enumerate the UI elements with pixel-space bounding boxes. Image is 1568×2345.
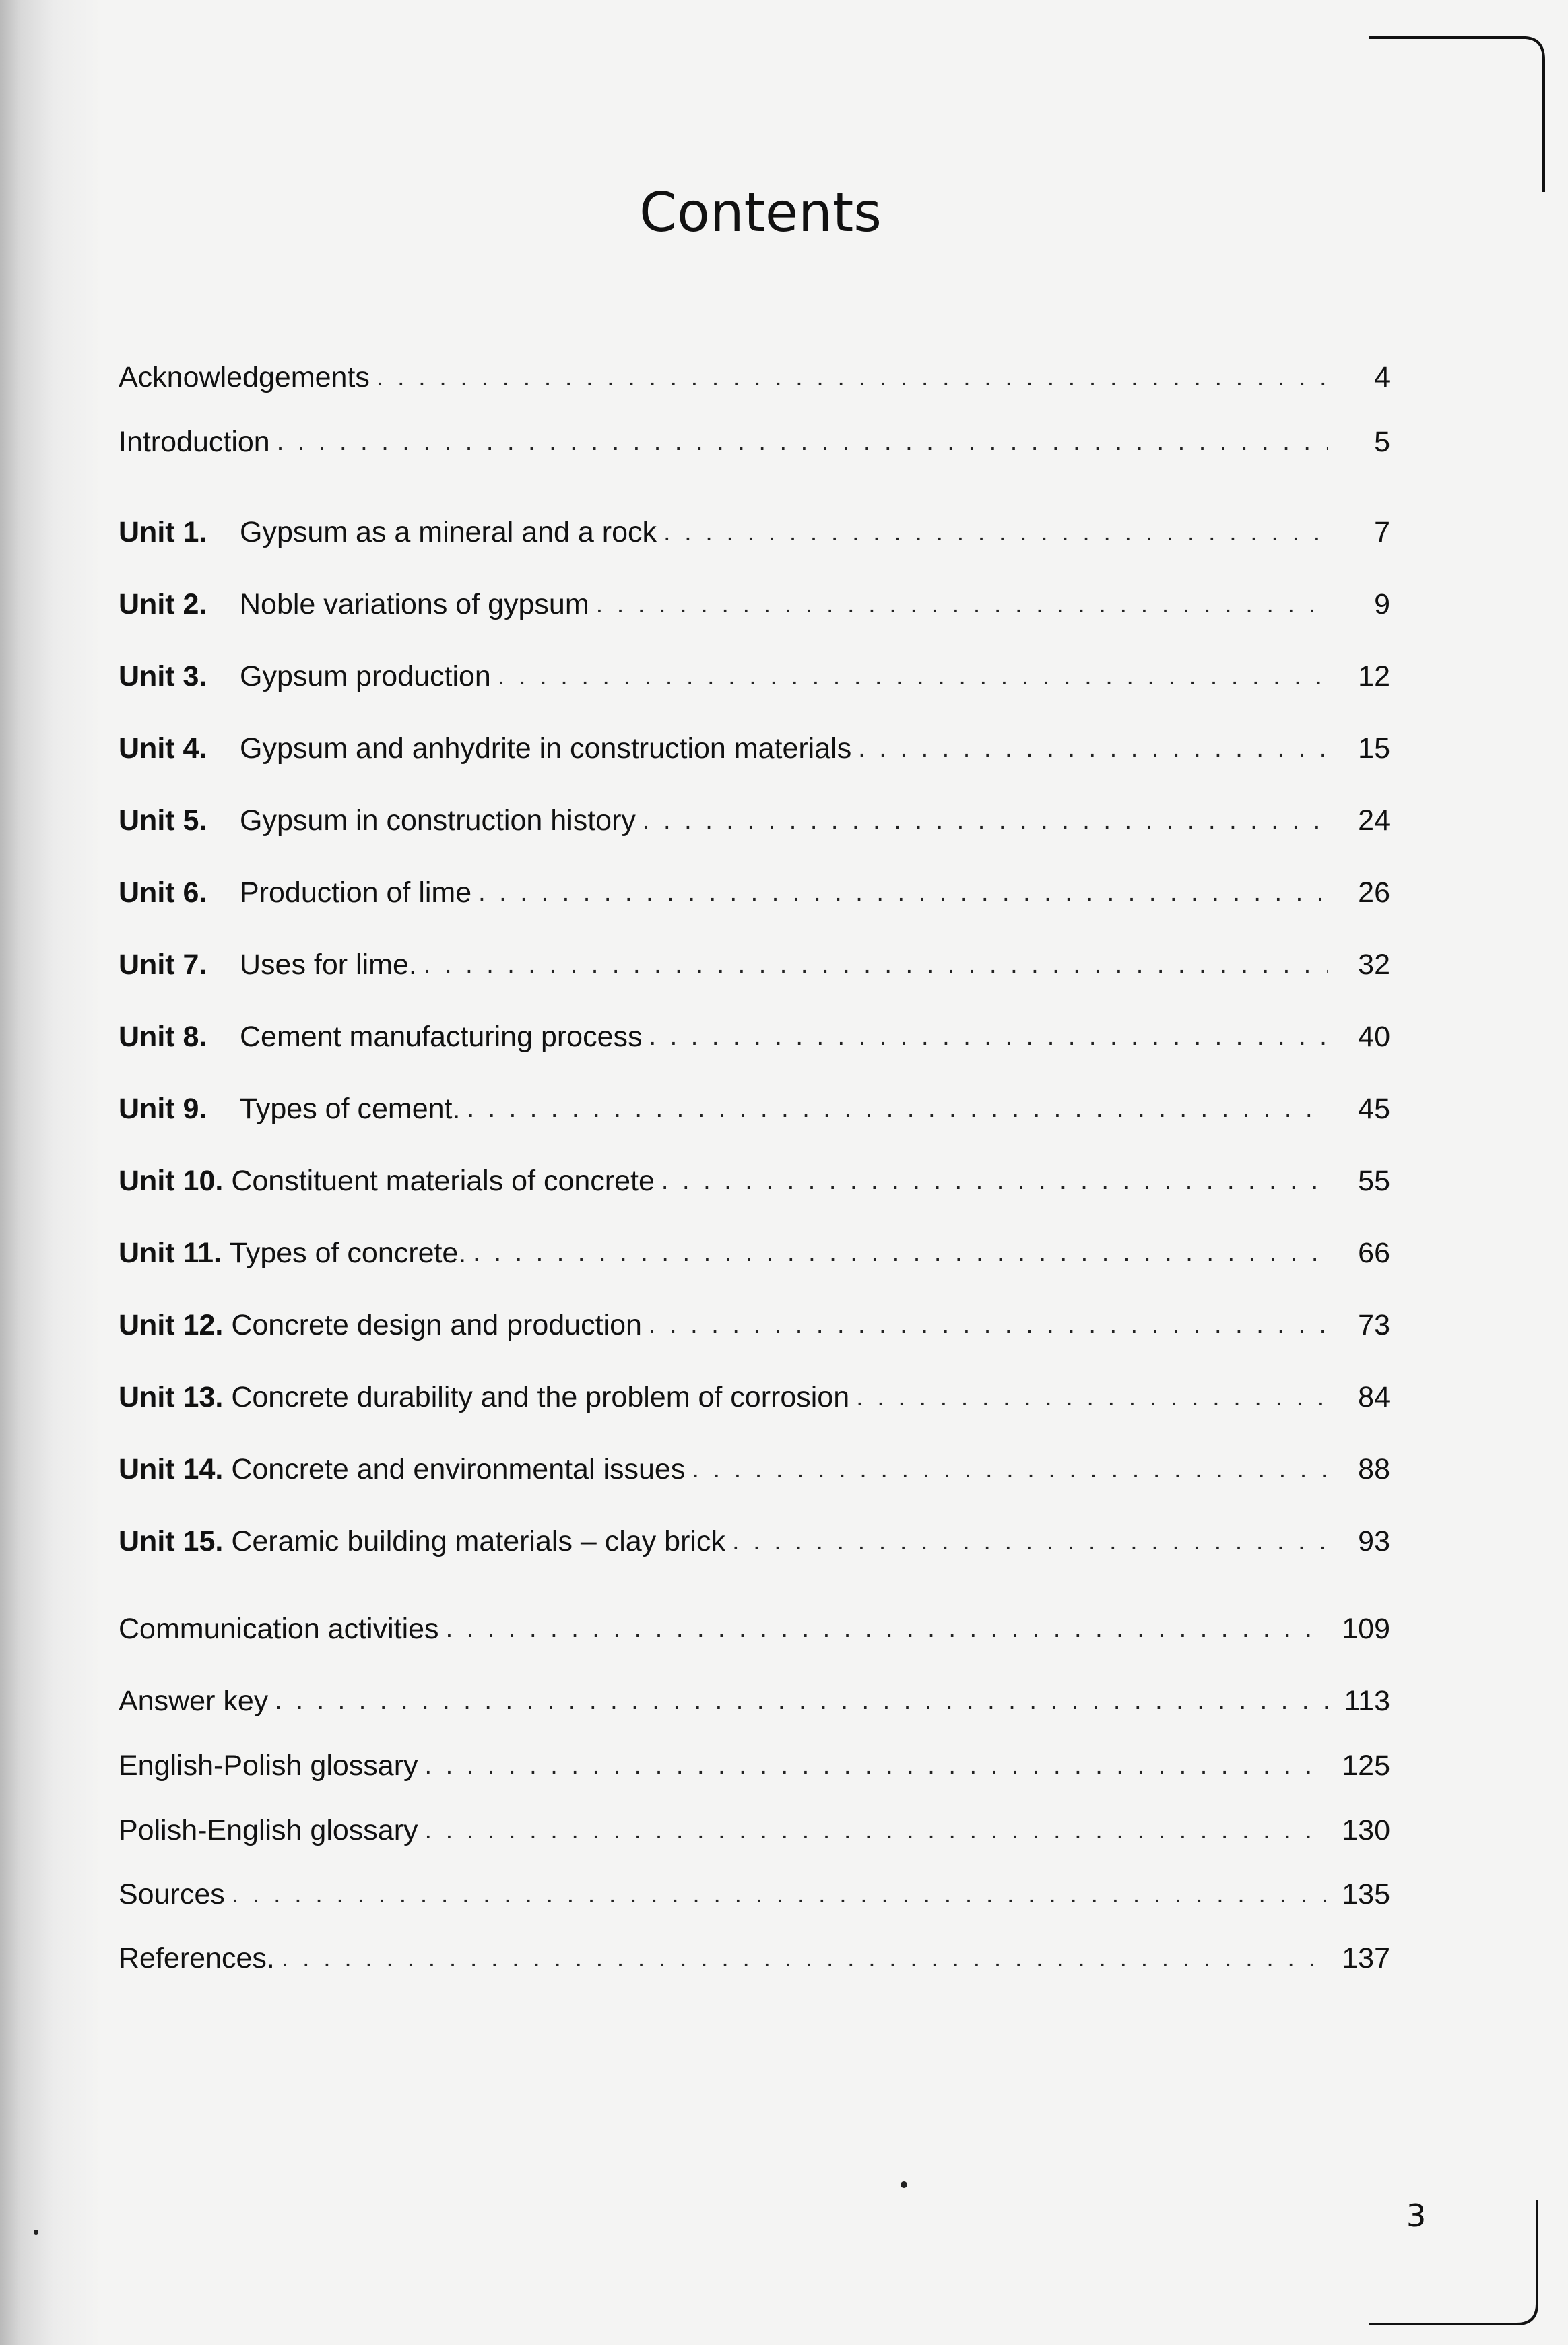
toc-page-number: 66 — [1358, 1237, 1390, 1269]
toc-page-number: 137 — [1342, 1942, 1390, 1974]
dot-leader — [858, 728, 1328, 769]
toc-unit-number: Unit 4. — [119, 732, 207, 765]
toc-unit-number: Unit 6. — [119, 876, 207, 909]
toc-entry-title: Constituent materials of concrete — [231, 1165, 655, 1197]
toc-entry-introduction — [119, 422, 1390, 462]
dot-leader — [649, 1305, 1328, 1345]
toc-unit-number: Unit 2. — [119, 588, 207, 620]
toc-page-number: 26 — [1358, 876, 1390, 909]
page-title: Contents — [639, 181, 882, 244]
toc-entry-title: Concrete durability and the problem of corrosion — [231, 1381, 850, 1413]
dot-leader — [692, 1449, 1328, 1489]
toc-page-number: 73 — [1358, 1309, 1390, 1341]
dot-leader — [282, 1938, 1328, 1979]
ink-speck — [34, 2230, 38, 2235]
toc-entry-unit-8 — [119, 1017, 1390, 1057]
dot-leader — [663, 512, 1328, 552]
toc-page-number: 4 — [1374, 361, 1390, 393]
toc-entry-title: Concrete design and production — [231, 1309, 642, 1341]
toc-entry-title: Concrete and environmental issues — [231, 1453, 686, 1485]
toc-unit-number: Unit 14. — [119, 1453, 224, 1485]
toc-entry-polish-english-glossary — [119, 1810, 1390, 1851]
dot-leader — [732, 1521, 1328, 1562]
toc-unit-number: Unit 15. — [119, 1525, 224, 1557]
dot-leader — [424, 944, 1328, 985]
toc-unit-number: Unit 5. — [119, 804, 207, 837]
dot-leader — [473, 1233, 1328, 1273]
dot-leader — [377, 357, 1328, 397]
toc-entry-acknowledgements — [119, 357, 1390, 397]
toc-unit-number: Unit 13. — [119, 1381, 224, 1413]
toc-entry-title: Cement manufacturing process — [240, 1021, 643, 1053]
toc-entry-unit-2 — [119, 584, 1390, 624]
toc-entry-unit-15 — [119, 1521, 1390, 1562]
toc-unit-number: Unit 3. — [119, 660, 207, 693]
toc-unit-number: Unit 1. — [119, 516, 207, 548]
toc-entry-title: Gypsum and anhydrite in construction materials — [240, 732, 852, 765]
toc-entry-english-polish-glossary — [119, 1745, 1390, 1786]
toc-unit-number: Unit 7. — [119, 949, 207, 981]
toc-unit-number: Unit 10. — [119, 1165, 224, 1197]
dot-leader — [478, 872, 1328, 913]
toc-entry-title: Introduction — [119, 426, 270, 458]
toc-entry-unit-14 — [119, 1449, 1390, 1489]
toc-page-number: 130 — [1342, 1814, 1390, 1846]
toc-page-number: 40 — [1358, 1021, 1390, 1053]
toc-entry-title: Uses for lime. — [240, 949, 417, 981]
toc-page-number: 113 — [1344, 1685, 1390, 1717]
toc-page-number: 32 — [1358, 949, 1390, 981]
dot-leader — [232, 1874, 1328, 1915]
toc-page-number: 5 — [1374, 426, 1390, 458]
toc-entry-title: Gypsum production — [240, 660, 491, 693]
toc-page-number: 84 — [1358, 1381, 1390, 1413]
dot-leader — [277, 422, 1328, 462]
toc-entry-title: Acknowledgements — [119, 361, 370, 393]
dot-leader — [275, 1681, 1328, 1721]
toc-entry-sources — [119, 1874, 1390, 1915]
dot-leader — [498, 656, 1328, 697]
toc-entry-unit-3 — [119, 656, 1390, 697]
dot-leader — [425, 1745, 1328, 1786]
toc-page-number: 109 — [1342, 1613, 1390, 1645]
toc-unit-number: Unit 9. — [119, 1093, 207, 1125]
toc-entry-unit-5 — [119, 800, 1390, 841]
toc-entry-title: Types of cement. — [240, 1093, 461, 1125]
dot-leader — [643, 800, 1328, 841]
dot-leader — [467, 1089, 1328, 1129]
toc-entry-unit-9 — [119, 1089, 1390, 1129]
toc-entry-unit-10 — [119, 1161, 1390, 1201]
toc-entry-title: Sources — [119, 1878, 225, 1910]
toc-page-number: 15 — [1358, 732, 1390, 765]
toc-unit-number: Unit 11. — [119, 1237, 222, 1269]
toc-entry-unit-12 — [119, 1305, 1390, 1345]
toc-entry-unit-6 — [119, 872, 1390, 913]
toc-page-number: 88 — [1358, 1453, 1390, 1485]
toc-entry-communication-activities — [119, 1609, 1390, 1649]
dot-leader — [425, 1810, 1328, 1851]
dot-leader — [856, 1377, 1328, 1417]
toc-page-number: 9 — [1374, 588, 1390, 620]
toc-entry-title: English-Polish glossary — [119, 1749, 418, 1782]
toc-entry-unit-7 — [119, 944, 1390, 985]
toc-entry-title: Communication activities — [119, 1613, 439, 1645]
toc-entry-unit-11 — [119, 1233, 1390, 1273]
toc-page-number: 12 — [1358, 660, 1390, 693]
toc-page-number: 45 — [1358, 1093, 1390, 1125]
toc-page-number: 125 — [1342, 1749, 1390, 1782]
page-number: 3 — [1406, 2197, 1427, 2234]
toc-entry-unit-4 — [119, 728, 1390, 769]
toc-entry-answer-key — [119, 1681, 1390, 1721]
dot-leader — [649, 1017, 1328, 1057]
dot-leader — [446, 1609, 1328, 1649]
toc-unit-number: Unit 8. — [119, 1021, 207, 1053]
ink-speck — [901, 2181, 907, 2188]
toc-entry-title: Gypsum as a mineral and a rock — [240, 516, 657, 548]
page-spine-shadow — [0, 0, 101, 2345]
toc-entry-references — [119, 1938, 1390, 1979]
toc-page-number: 24 — [1358, 804, 1390, 837]
toc-entry-unit-13 — [119, 1377, 1390, 1417]
dot-leader — [596, 584, 1328, 624]
toc-entry-title: Answer key — [119, 1685, 269, 1717]
toc-entry-title: Types of concrete. — [229, 1237, 467, 1269]
toc-page-number: 135 — [1342, 1878, 1390, 1910]
toc-page-number: 7 — [1374, 516, 1390, 548]
toc-unit-number: Unit 12. — [119, 1309, 224, 1341]
toc-page-number: 55 — [1358, 1165, 1390, 1197]
toc-entry-title: Gypsum in construction history — [240, 804, 636, 837]
toc-entry-title: References. — [119, 1942, 275, 1974]
toc-entry-title: Polish-English glossary — [119, 1814, 418, 1846]
toc-page-number: 93 — [1358, 1525, 1390, 1557]
crop-mark-bottom-right — [1361, 2189, 1563, 2344]
toc-entry-title: Noble variations of gypsum — [240, 588, 589, 620]
toc-entry-title: Ceramic building materials – clay brick — [231, 1525, 725, 1557]
crop-mark-top-right — [1361, 27, 1563, 202]
toc-entry-title: Production of lime — [240, 876, 472, 909]
toc-entry-unit-1 — [119, 512, 1390, 552]
dot-leader — [661, 1161, 1328, 1201]
